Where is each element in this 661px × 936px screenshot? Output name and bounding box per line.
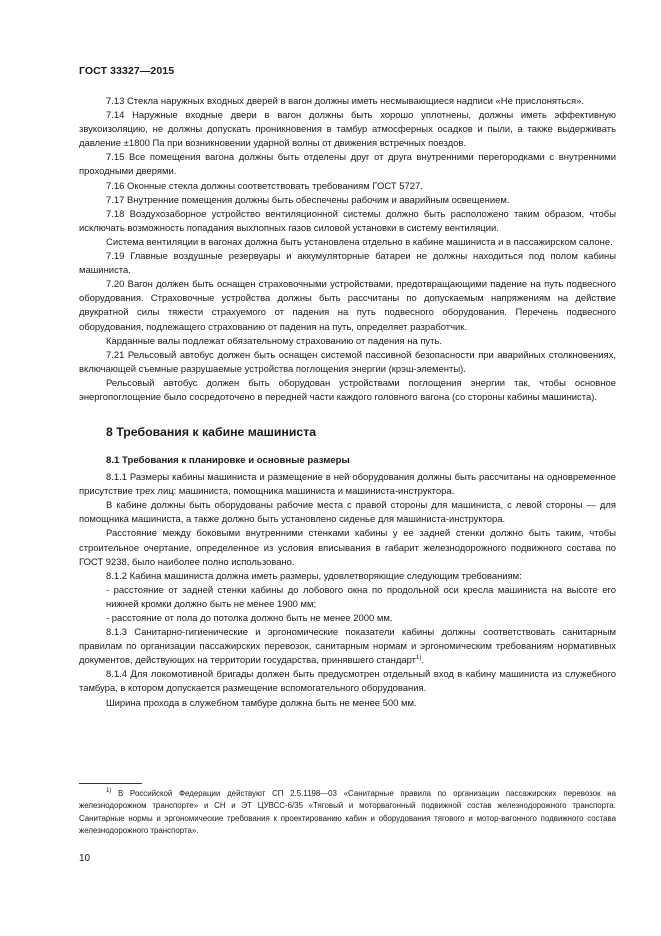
paragraph-8-1-1: 8.1.1 Размеры кабины машиниста и размещение в ней оборудования должны быть рассчитаны на одновременное присутствие трех лиц: машиниста, помощника машиниста и машиниста-инструктора.	[79, 472, 616, 498]
section-8-title: 8 Требования к кабине машиниста	[106, 425, 317, 440]
paragraph-7-18: 7.18 Воздухозаборное устройство вентиляционной системы должно быть расположено таким образом, чтобы исключать возможность попадания выхлопных газов силовой установки в систему вентиляции.	[79, 208, 616, 234]
section-8-1-title: 8.1 Требования к планировке и основные размеры	[106, 455, 350, 467]
paragraph-energy-absorption: Рельсовый автобус должен быть оборудован устройствами поглощения энергии так, чтобы основное энергопоглощение было сосредоточено в передней части каждого головного вагона (со стороны кабины машиниста).	[79, 377, 616, 403]
page-number: 10	[79, 853, 91, 864]
list-item: - расстояние от задней стенки кабины до лобового окна по продольной оси кресла машиниста на высоте его нижней кромки должно быть не менее 1900 мм;	[106, 584, 616, 610]
footnote-text: В Российской Федерации действуют СП 2.5.1198—03 «Санитарные правила по организации пассажирских перевозок на железнодорожном транспорте» и СН и ЭТ ЦУВСС-6/35 «Тяговый и моторвагонный подвижной состав железнодорожного транспорта. Санитарные нормы и эргономические требования к проектированию кабин и оборудования тягового и мотор-вагонного подвижного состава железнодорожного транспорта».	[79, 789, 616, 835]
paragraph-8-1-4: 8.1.4 Для локомотивной бригады должен быть предусмотрен отдельный вход в кабину машиниста из служебного тамбура, в котором допускается размещение вспомогательного оборудования.	[79, 669, 616, 695]
paragraph-ventilation: Система вентиляции в вагонах должна быть установлена отдельно в кабине машиниста и в пассажирском салоне.	[106, 236, 613, 248]
paragraph-passage-width: Ширина прохода в служебном тамбуре должна быть не менее 500 мм.	[106, 697, 417, 709]
list-item: - расстояние от пола до потолка должно быть не менее 2000 мм.	[106, 613, 393, 624]
footnote-ref: 1)	[415, 655, 422, 662]
paragraph-8-1-3-text: 8.1.3 Санитарно-гигиенические и эргономические показатели кабины должны соответствовать санитарным правилам по организации пассажирских перевозок, санитарным нормам и эргономическим требованиям нормативных документов, действующих на территории государства, принявшего стандарт	[79, 627, 616, 667]
paragraph-7-21: 7.21 Рельсовый автобус должен быть оснащен системой пассивной безопасности при аварийных столкновениях, включающей съемные разрушаемые устройства поглощения энергии (крэш-элементы).	[79, 349, 616, 375]
footnote	[79, 788, 616, 837]
paragraph-7-13: 7.13 Стекла наружных входных дверей в вагон должны иметь несмывающиеся надписи «Не прислоняться».	[106, 96, 584, 107]
paragraph-workplaces: В кабине должны быть оборудованы рабочие места с правой стороны для машиниста, с левой стороны — для помощника машиниста, а также должно быть установлено сиденье для машиниста-инструктора.	[79, 500, 616, 526]
page-body	[79, 95, 616, 711]
paragraph-8-1-2: 8.1.2 Кабина машиниста должна иметь размеры, удовлетворяющие следующим требованиям:	[106, 570, 522, 582]
paragraph-7-19: 7.19 Главные воздушные резервуары и аккумуляторные батареи не должны находиться под полом кабины машиниста.	[79, 251, 616, 277]
paragraph-8-1-3	[79, 626, 616, 668]
paragraph-7-17: 7.17 Внутренние помещения должны быть обеспечены рабочим и аварийным освещением.	[106, 194, 510, 206]
paragraph-8-1-3-end: .	[421, 655, 424, 667]
paragraph-7-20: 7.20 Вагон должен быть оснащен страховочными устройствами, предотвращающими падение на путь подвесного оборудования. Страховочные устройства должны быть рассчитаны по допускаемым напряжениям на действие двукратной силы тяжести страхуемого от падения на путь подвесного оборудования. Перечень подвесного оборудования, подлежащего страхованию от падения на путь, определяет разработчик.	[79, 279, 616, 333]
paragraph-7-16: 7.16 Оконные стекла должны соответствовать требованиям ГОСТ 5727.	[106, 180, 423, 192]
document-header: ГОСТ 33327—2015	[79, 65, 175, 77]
paragraph-wall-distance: Расстояние между боковыми внутренними стенками кабины у ее задней стенки должно быть таким, чтобы строительное очертание, определенное из условия вписывания в габарит железнодорожного подвижного состава по ГОСТ 9238, было наиболее полно использовано.	[79, 528, 616, 568]
footnote-divider	[79, 783, 142, 784]
footnote-mark: 1)	[106, 788, 112, 794]
paragraph-cardan: Карданные валы подлежат обязательному страхованию от падения на путь.	[106, 335, 443, 347]
paragraphs-before	[79, 95, 616, 405]
paragraph-7-15: 7.15 Все помещения вагона должны быть отделены друг от друга внутренними перегородками с внутренними проходными дверями.	[79, 152, 616, 178]
paragraph-7-14: 7.14 Наружные входные двери в вагон должны быть хорошо уплотнены, должны иметь эффективную звукоизоляцию, не должны допускать проникновения в тамбур атмосферных осадков и пыли, а также выдерживать давление ±1800 Па при возникновении ударной волны от движения встречных поездов.	[79, 110, 616, 150]
